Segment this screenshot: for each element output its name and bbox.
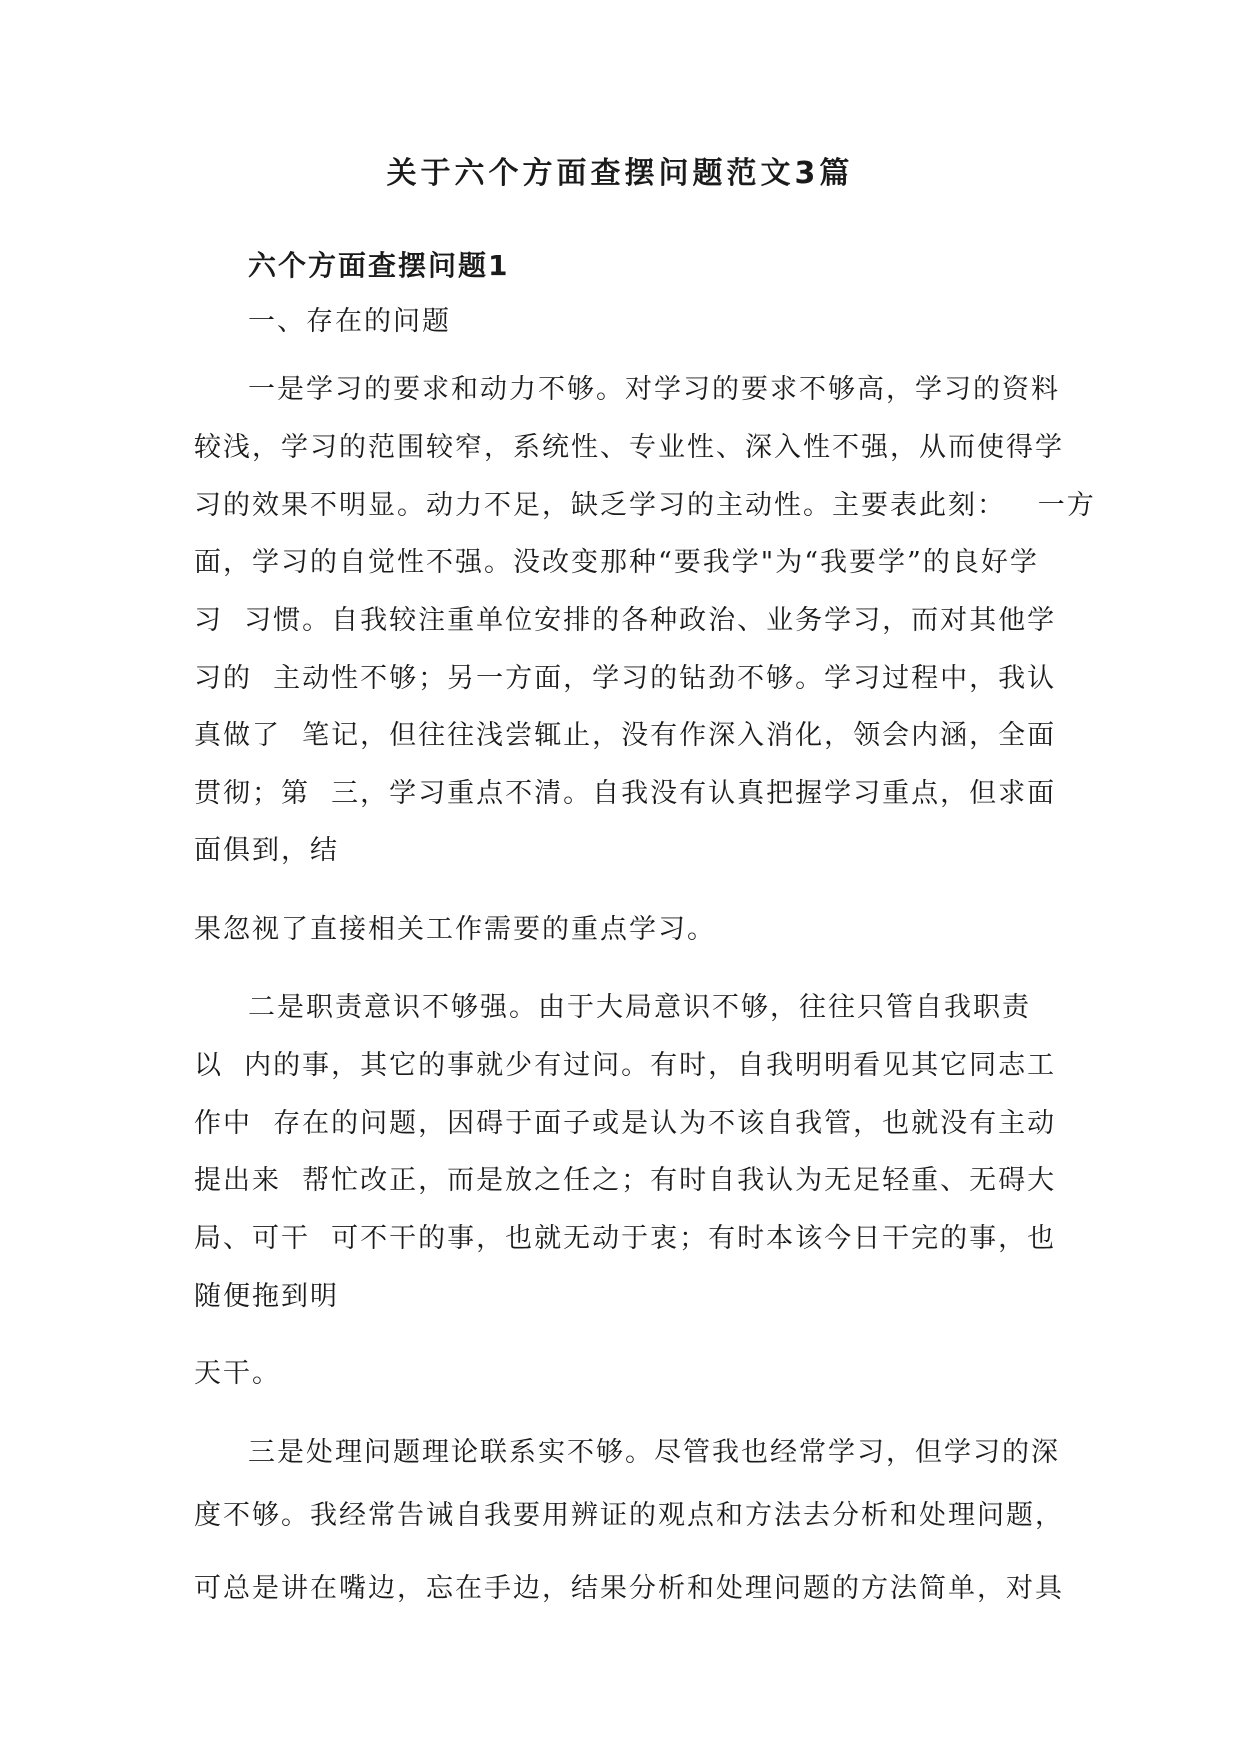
paragraph-line: 度不够。我经常告诫自我要用辨证的观点和方法去分析和处理问题， [194, 1500, 1064, 1531]
paragraph-line: 作中 存在的问题，因碍于面子或是认为不该自我管，也就没有主动 [194, 1108, 1057, 1139]
document-title: 关于六个方面查摆问题范文3篇 [386, 156, 854, 191]
paragraph-line: 果忽视了直接相关工作需要的重点学习。 [194, 914, 716, 945]
paragraph-line: 随便拖到明 [194, 1281, 339, 1312]
paragraph-line: 面，学习的自觉性不强。没改变那种“要我学"为“我要学”的良好学 [194, 547, 1039, 578]
paragraph-line: 三是处理问题理论联系实不够。尽管我也经常学习，但学习的深 [248, 1437, 1060, 1468]
paragraph-line: 习 习惯。自我较注重单位安排的各种政治、业务学习，而对其他学 [194, 605, 1057, 636]
section-heading: 六个方面查摆问题1 [248, 249, 510, 282]
paragraph-line: 一是学习的要求和动力不够。对学习的要求不够高，学习的资料 [248, 374, 1060, 405]
subheading: 一、存在的问题 [248, 306, 451, 337]
paragraph-line: 二是职责意识不够强。由于大局意识不够，往往只管自我职责 [248, 992, 1031, 1023]
paragraph-line: 可总是讲在嘴边，忘在手边，结果分析和处理问题的方法简单，对具 [194, 1573, 1064, 1604]
paragraph-line: 提出来 帮忙改正，而是放之任之；有时自我认为无足轻重、无碍大 [194, 1165, 1057, 1196]
paragraph-line: 习的效果不明显。动力不足，缺乏学习的主动性。主要表此刻： 一方 [194, 490, 1096, 521]
paragraph-line: 真做了 笔记，但往往浅尝辄止，没有作深入消化，领会内涵，全面 [194, 720, 1057, 751]
paragraph-line: 以 内的事，其它的事就少有过问。有时，自我明明看见其它同志工 [194, 1050, 1057, 1081]
paragraph-line: 面俱到，结 [194, 835, 339, 866]
paragraph-line: 局、可干 可不干的事，也就无动于衷；有时本该今日干完的事，也 [194, 1223, 1057, 1254]
paragraph-line: 较浅，学习的范围较窄，系统性、专业性、深入性不强，从而使得学 [194, 432, 1064, 463]
paragraph-line: 贯彻；第 三，学习重点不清。自我没有认真把握学习重点，但求面 [194, 778, 1057, 809]
paragraph-line: 习的 主动性不够；另一方面，学习的钻劲不够。学习过程中，我认 [194, 663, 1057, 694]
paragraph-line: 天干。 [194, 1358, 281, 1389]
